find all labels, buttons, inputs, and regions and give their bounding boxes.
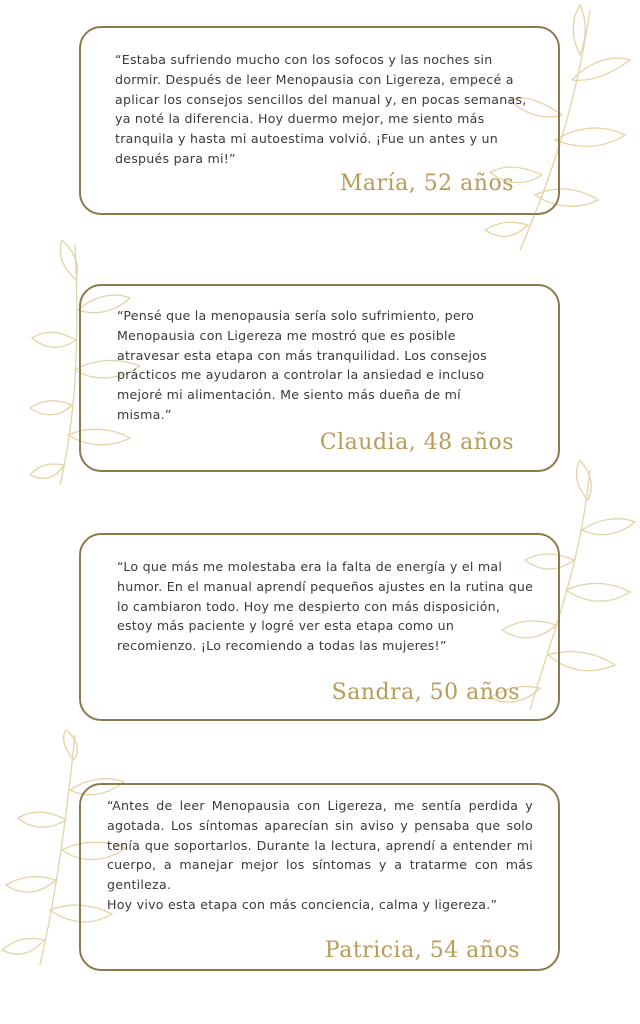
testimonial-author: Sandra, 50 años [331, 680, 520, 705]
testimonial-quote: “Lo que más me molestaba era la falta de energía y el mal humor. En el manual aprendí pequeños ajustes en la rutina que lo cambiaron todo. Hoy me despierto con más disposición, estoy más paciente y logré ver esta etapa como un recomienzo. ¡Lo recomiendo a todas las mujeres!” [117, 559, 534, 654]
testimonial-author: Patricia, 54 años [324, 938, 520, 963]
testimonial-quote: “Pensé que la menopausia sería solo sufrimiento, pero Menopausia con Ligereza me mostró que es posible atravesar esta etapa con más tranquilidad. Los consejos prácticos me ayudaron a controlar la ansiedad e incluso mejoré mi alimentación. Me siento más dueña de mí misma.” [117, 308, 487, 422]
testimonial-quote: “Antes de leer Menopausia con Ligereza, me sentía perdida y agotada. Los síntomas aparecían sin aviso y pensaba que solo tenía que soportarlos. Durante la lectura, aprendí a entender mi cuerpo, a manejar mejor los síntomas y a tratarme con más gentileza. Hoy vivo esta etapa con más conciencia, calma y ligereza.” [107, 798, 533, 912]
testimonial-quote: “Estaba sufriendo mucho con los sofocos y las noches sin dormir. Después de leer Menopausia con Ligereza, empecé a aplicar los consejos sencillos del manual y, en pocas semanas, ya noté la diferencia. Hoy duermo mejor, me siento más tranquila y hasta mi autoestima volvió. ¡Fue un antes y un después para mi!” [115, 52, 527, 166]
testimonial-author: Claudia, 48 años [319, 430, 514, 455]
testimonial-author: María, 52 años [339, 171, 514, 196]
